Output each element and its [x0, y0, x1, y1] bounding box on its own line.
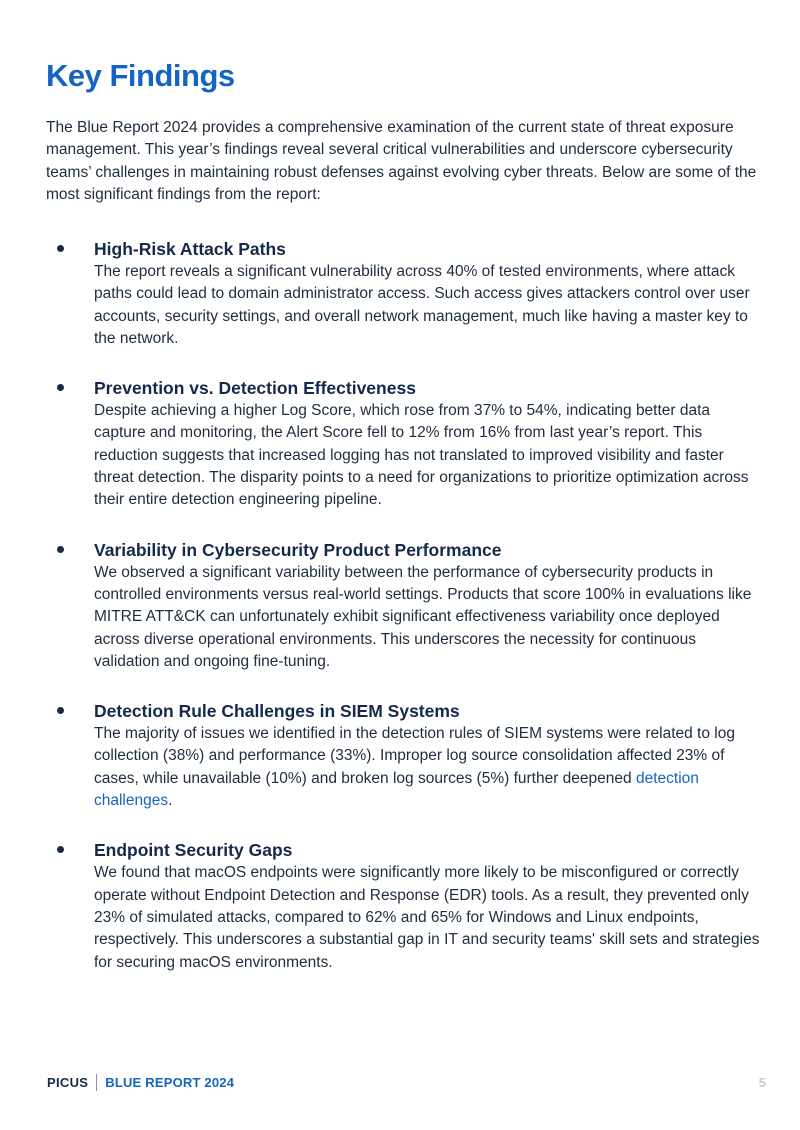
finding-body: Despite achieving a higher Log Score, which rose from 37% to 54%, indicating better data capture and monitoring, the Alert Score fell to 12% from 16% from last year’s report. This reduction suggests that increased logging has not translated to improved visibility and faster threat detection. The disparity points to a need for organizations to prioritize optimization across their entire detection engineering pipeline.	[94, 402, 749, 509]
findings-list	[0, 237, 800, 1000]
bullet-icon	[57, 707, 64, 714]
finding-heading: High-Risk Attack Paths	[94, 239, 286, 259]
bullet-icon	[57, 846, 64, 853]
finding-heading: Endpoint Security Gaps	[94, 840, 293, 861]
intro-paragraph: The Blue Report 2024 provides a comprehensive examination of the current state of threat exposure management. This year’s findings reveal several critical vulnerabilities and underscore cybersecurity teams’ challenges in maintaining robust defenses against evolving cyber threats. Below are some of the most significant findings from the report:	[46, 119, 757, 203]
finding-item	[0, 376, 800, 511]
page-number: 5	[758, 1075, 766, 1090]
finding-body-text: The majority of issues we identified in the detection rules of SIEM systems were related to log collection (38%) and performance (33%). Improper log source consolidation affected 23% of cases, while unavailable (10%) and broken log sources (5%) further deepened	[94, 725, 735, 787]
bullet-icon	[57, 384, 64, 391]
bullet-icon	[57, 245, 64, 252]
report-name: BLUE REPORT 2024	[105, 1074, 235, 1090]
picus-logo: PICUS	[47, 1074, 89, 1090]
detection-challenges-link[interactable]: detection challenges	[94, 769, 699, 810]
bullet-icon	[57, 546, 64, 553]
footer	[47, 1073, 234, 1091]
finding-item	[0, 538, 800, 673]
finding-item	[0, 699, 800, 812]
finding-item	[0, 838, 800, 973]
finding-body	[94, 723, 764, 812]
page-title: Key Findings	[46, 58, 235, 93]
finding-body: We found that macOS endpoints were significantly more likely to be misconfigured or correctly operate without Endpoint Detection and Response (EDR) tools. As a result, they prevented only 23% of simulated attacks, compared to 62% and 65% for Windows and Linux endpoints, respectively. This underscores a substantial gap in IT and security teams' skill sets and strategies for securing macOS environments.	[94, 864, 760, 971]
finding-body: We observed a significant variability between the performance of cybersecurity products in controlled environments versus real-world settings. Products that score 100% in evaluations like MITRE ATT&CK can unfortunately exhibit significant effectiveness variability once deployed across diverse operational environments. This underscores the necessity for continuous validation and ongoing fine-tuning.	[94, 563, 752, 670]
finding-item	[0, 237, 800, 350]
finding-heading: Detection Rule Challenges in SIEM Systems	[94, 701, 460, 722]
finding-body: The report reveals a significant vulnerability across 40% of tested environments, where attack paths could lead to domain administrator access. Such access gives attackers control over user accounts, security settings, and overall network management, much like having a master key to the network.	[94, 263, 750, 347]
finding-body-end: .	[168, 792, 173, 810]
footer-divider	[96, 1074, 97, 1091]
finding-heading: Prevention vs. Detection Effectiveness	[94, 378, 416, 399]
finding-heading: Variability in Cybersecurity Product Performance	[94, 539, 502, 560]
